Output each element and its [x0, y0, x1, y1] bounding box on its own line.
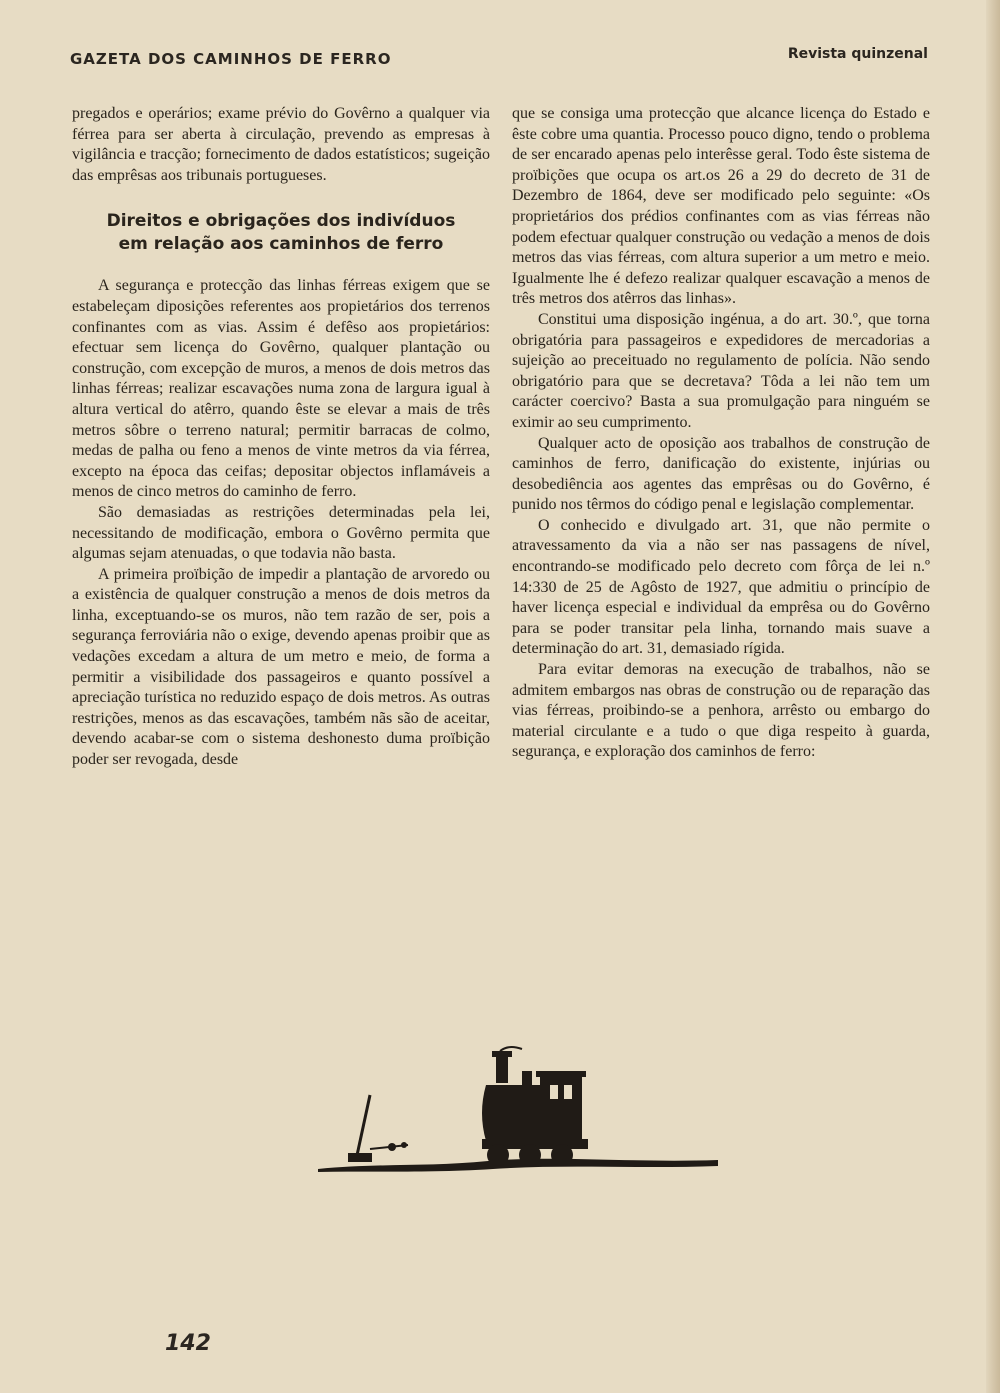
- intro-paragraph: pregados e operários; exame prévio do Govêrno a qualquer via férrea para ser aberta à circulação, prevendo as empresas à vigilância e tracção; fornecimento de dados estatísticos; sugeição das emprêsas aos tribunais portugueses.: [72, 105, 490, 184]
- page-edge: [986, 0, 1000, 1393]
- paragraph: O conhecido e divulgado art. 31, que não permite o atravessamento da via a não ser nas passagens de nível, encontrando-se modificado pelo decreto com fôrça de lei n.º 14:330 de 25 de Agôsto de 1927, que admitiu o princípio de haver licença especial e individual da emprêsa ou do Govêrno para se poder transitar pela linha, tornando mais suave a determinação do art. 31, demasiado rígida.: [512, 516, 930, 658]
- section-heading-line1: Direitos e obrigações dos indivíduos: [106, 211, 456, 232]
- right-column: [512, 104, 930, 763]
- left-column: [72, 104, 490, 771]
- paragraph: São demasiadas as restrições determinadas pela lei, necessitando de modificação, embora o Govêrno permita que algumas sejam atenuadas, o que todavia não basta.: [72, 503, 490, 563]
- paragraph: A primeira proïbição de impedir a plantação de arvoredo ou a existência de qualquer construção a menos de dois metros da linha, exceptuando-se os muros, não tem razão de ser, pois a segurança ferroviária não o exige, devendo apenas proibir que as vedações excedam a altura de um metro e meio, de forma a permitir a visibilidade dos passageiros e quanto possível a apreciação turística no reduzido espaço de dois metros. As outras restrições, menos as das escavações, também nãs são de aceitar, devendo acabar-se com o sistema deshonesto duma proïbição poder ser revogada, desde: [72, 565, 490, 769]
- paragraph: Para evitar demoras na execução de trabalhos, não se admitem embargos nas obras de construção ou de reparação das vias férreas, proibindo-se a penhora, arrêsto ou embargo do material circulante e a tudo o que diga respeito à guarda, segurança, e exploração dos caminhos de ferro:: [512, 661, 930, 761]
- locomotive-and-signal-icon: [318, 1045, 718, 1180]
- section-heading-line2: em relação aos caminhos de ferro: [118, 234, 444, 255]
- continued-paragraph: que se consiga uma protecção que alcance licença do Estado e êste cobre uma quantia. Processo pouco digno, tendo o problema de ser encarado apenas pelo interêsse geral. Todo êste sistema de proïbições que ocupa os art.os 26 a 29 do decreto de 31 de Dezembro de 1864, deve ser modificado pelo seguinte: «Os proprietários dos prédios confinantes com as vias férreas não podem efectuar qualquer construção ou vedação a menos de dois metros das vias férreas, com altura superior a um metro e meio. Igualmente lhe é defezo realizar qualquer escavação a menos de três metros dos atêrros das linhas».: [512, 105, 930, 308]
- paragraph: A segurança e protecção das linhas férreas exigem que se estabeleçam diposições referentes aos propietários dos terrenos confinantes com as vias. Assim é defêso aos propietários: efectuar sem licença do Govêrno, qualquer plantação ou construção, com excepção de muros, a menos de dois metros das linhas férreas; realizar escavações numa zona de largura igual à altura vertical do atêrro, quando êste se elevar a mais de três metros sôbre o terreno natural; permitir barracas de colmo, medas de palha ou feno a menos de vinte metros da via férrea, excepto na época das ceifas; depositar objectos inflamáveis a menos de cinco metros do caminho de ferro.: [72, 277, 490, 501]
- page-number: 142: [165, 1331, 211, 1356]
- publication-title: GAZETA DOS CAMINHOS DE FERRO: [70, 50, 392, 68]
- paragraph: Constitui uma disposição ingénua, a do art. 30.º, que torna obrigatória para passageiros e expedidores de mercadorias a sujeição ao preceituado no regulamento de polícia. Não sendo obrigatório para que se decretava? Tôda a lei não tem um carácter coercivo? Basta a sua promulgação para ninguém se eximir ao seu cumprimento.: [512, 310, 930, 431]
- paragraph: Qualquer acto de oposição aos trabalhos de construção de caminhos de ferro, danificação do existente, injúrias ou desobediência aos agentes das emprêsas ou do Govêrno, é punido nos têrmos do código penal e legislação complementar.: [512, 434, 930, 514]
- publication-subtitle: Revista quinzenal: [787, 46, 928, 62]
- section-heading: [72, 210, 490, 256]
